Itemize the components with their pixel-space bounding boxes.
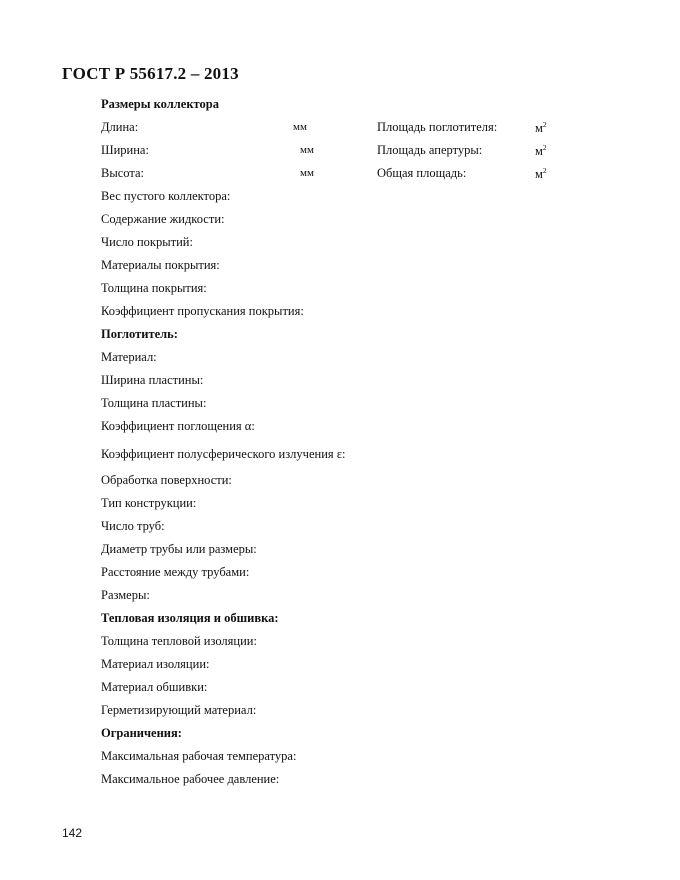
field-empty-weight: Вес пустого коллектора:: [101, 189, 231, 203]
field-aperture-area-unit: $м^2$: [535, 143, 547, 158]
field-total-area-label: Общая площадь:: [377, 166, 467, 180]
field-cover-materials: Материалы покрытия:: [101, 258, 220, 272]
section-heading-absorber: Поглотитель:: [101, 327, 178, 341]
section-heading-insulation: Тепловая изоляция и обшивка:: [101, 611, 279, 625]
field-construction-type: Тип конструкции:: [101, 496, 197, 510]
field-surface-treatment: Обработка поверхности:: [101, 473, 232, 487]
field-absorber-area-unit: $м^2$: [535, 120, 547, 135]
field-emittance: Коэффициент полусферического излучения ε:: [101, 447, 346, 461]
field-max-temperature: Максимальная рабочая температура:: [101, 749, 297, 763]
field-plate-width: Ширина пластины:: [101, 373, 204, 387]
field-insulation-material: Материал изоляции:: [101, 657, 210, 671]
section-heading-limits: Ограничения:: [101, 726, 182, 740]
field-sealing-material: Герметизирующий материал:: [101, 703, 257, 717]
field-absorptance: Коэффициент поглощения α:: [101, 419, 255, 433]
field-dimensions: Размеры:: [101, 588, 150, 602]
field-aperture-area-label: Площадь апертуры:: [377, 143, 483, 157]
page-number: 142: [62, 826, 83, 840]
field-length-label: Длина:: [101, 120, 139, 134]
field-tube-diameter: Диаметр трубы или размеры:: [101, 542, 257, 556]
section-heading-dimensions: Размеры коллектора: [101, 97, 219, 111]
field-height-unit: мм: [300, 167, 314, 179]
document-title: ГОСТ Р 55617.2 – 2013: [62, 64, 239, 83]
field-max-pressure: Максимальное рабочее давление:: [101, 772, 280, 786]
field-length-unit: мм: [293, 121, 307, 133]
field-width-label: Ширина:: [101, 143, 149, 157]
field-cover-count: Число покрытий:: [101, 235, 193, 249]
field-cover-transmittance: Коэффициент пропускания покрытия:: [101, 304, 304, 318]
field-tube-spacing: Расстояние между трубами:: [101, 565, 250, 579]
field-insulation-thickness: Толщина тепловой изоляции:: [101, 634, 257, 648]
field-tube-count: Число труб:: [101, 519, 165, 533]
field-cover-thickness: Толщина покрытия:: [101, 281, 207, 295]
field-absorber-material: Материал:: [101, 350, 157, 364]
field-casing-material: Материал обшивки:: [101, 680, 208, 694]
field-fluid-content: Содержание жидкости:: [101, 212, 225, 226]
field-total-area-unit: $м^2$: [535, 166, 547, 181]
field-absorber-area-label: Площадь поглотителя:: [377, 120, 498, 134]
field-height-label: Высота:: [101, 166, 145, 180]
field-plate-thickness: Толщина пластины:: [101, 396, 207, 410]
field-width-unit: мм: [300, 144, 314, 156]
